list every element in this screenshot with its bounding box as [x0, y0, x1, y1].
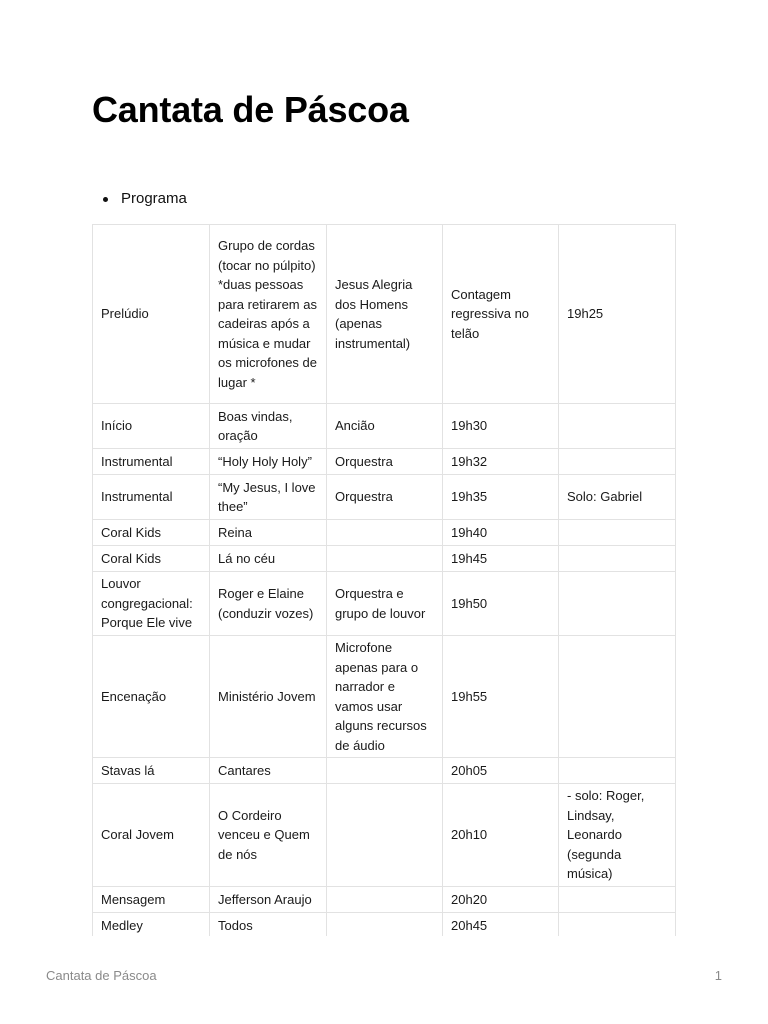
table-row — [93, 636, 676, 758]
table-cell-section: Coral Kids — [93, 520, 210, 546]
table-cell-notes: Solo: Gabriel — [559, 475, 676, 520]
table-cell-description: Reina — [210, 520, 327, 546]
table-cell-notes — [559, 520, 676, 546]
table-cell-time: 19h45 — [443, 546, 559, 572]
footer-document-title: Cantata de Páscoa — [46, 968, 157, 983]
table-cell-time: 20h10 — [443, 784, 559, 887]
table-cell-notes: - solo: Roger, Lindsay, Leonardo (segunda música) — [559, 784, 676, 887]
table-cell-performer — [327, 913, 443, 937]
table-cell-performer: Orquestra e grupo de louvor — [327, 572, 443, 636]
table-cell-notes — [559, 913, 676, 937]
table-cell-time: 20h20 — [443, 887, 559, 913]
table-cell-time: 19h40 — [443, 520, 559, 546]
table-row — [93, 520, 676, 546]
table-cell-section: Instrumental — [93, 449, 210, 475]
table-cell-description: Lá no céu — [210, 546, 327, 572]
table-cell-notes — [559, 404, 676, 449]
table-row — [93, 546, 676, 572]
program-table-body — [93, 225, 676, 937]
table-cell-section: Encenação — [93, 636, 210, 758]
bullet-item-programa — [92, 188, 187, 210]
table-cell-performer: Jesus Alegria dos Homens (apenas instrumental) — [327, 225, 443, 404]
table-row — [93, 784, 676, 887]
page-title: Cantata de Páscoa — [92, 89, 409, 130]
table-row — [93, 475, 676, 520]
program-table — [92, 224, 676, 936]
table-cell-notes — [559, 636, 676, 758]
table-cell-description: Jefferson Araujo — [210, 887, 327, 913]
table-cell-performer — [327, 758, 443, 784]
table-cell-description: Todos — [210, 913, 327, 937]
table-row — [93, 225, 676, 404]
table-row — [93, 404, 676, 449]
table-cell-section: Stavas lá — [93, 758, 210, 784]
table-cell-description: Grupo de cordas (tocar no púlpito) *duas pessoas para retirarem as cadeiras após a música e mudar os microfones de lugar * — [210, 225, 327, 404]
table-row — [93, 913, 676, 937]
table-row — [93, 887, 676, 913]
table-cell-description: “My Jesus, I love thee” — [210, 475, 327, 520]
table-cell-time: 20h05 — [443, 758, 559, 784]
bullet-list — [92, 188, 187, 210]
table-cell-time: 19h32 — [443, 449, 559, 475]
table-row — [93, 449, 676, 475]
table-cell-performer — [327, 784, 443, 887]
table-cell-time: 20h45 — [443, 913, 559, 937]
table-cell-section: Início — [93, 404, 210, 449]
program-table-container — [92, 224, 676, 936]
table-cell-section: Louvor congregacional: Porque Ele vive — [93, 572, 210, 636]
table-cell-performer — [327, 546, 443, 572]
table-cell-description: Roger e Elaine (conduzir vozes) — [210, 572, 327, 636]
table-cell-description: Boas vindas, oração — [210, 404, 327, 449]
table-cell-description: Ministério Jovem — [210, 636, 327, 758]
table-cell-performer: Orquestra — [327, 449, 443, 475]
table-cell-performer — [327, 520, 443, 546]
table-cell-section: Mensagem — [93, 887, 210, 913]
table-cell-notes — [559, 887, 676, 913]
table-cell-time: 19h55 — [443, 636, 559, 758]
table-cell-time: Contagem regressiva no telão — [443, 225, 559, 404]
table-cell-description: O Cordeiro venceu e Quem de nós — [210, 784, 327, 887]
table-cell-notes: 19h25 — [559, 225, 676, 404]
table-cell-performer: Microfone apenas para o narrador e vamos usar alguns recursos de áudio — [327, 636, 443, 758]
table-cell-notes — [559, 449, 676, 475]
table-cell-notes — [559, 546, 676, 572]
bullet-dot-icon — [103, 197, 108, 202]
table-cell-performer: Orquestra — [327, 475, 443, 520]
table-cell-section: Coral Kids — [93, 546, 210, 572]
table-cell-performer: Ancião — [327, 404, 443, 449]
bullet-label: Programa — [121, 190, 187, 207]
table-cell-performer — [327, 887, 443, 913]
table-cell-section: Coral Jovem — [93, 784, 210, 887]
table-row — [93, 572, 676, 636]
table-cell-section: Instrumental — [93, 475, 210, 520]
table-cell-time: 19h30 — [443, 404, 559, 449]
table-cell-section: Medley — [93, 913, 210, 937]
table-cell-notes — [559, 572, 676, 636]
table-cell-notes — [559, 758, 676, 784]
table-cell-description: Cantares — [210, 758, 327, 784]
table-row — [93, 758, 676, 784]
table-cell-description: “Holy Holy Holy” — [210, 449, 327, 475]
table-cell-time: 19h35 — [443, 475, 559, 520]
table-cell-section: Prelúdio — [93, 225, 210, 404]
table-cell-time: 19h50 — [443, 572, 559, 636]
footer-page-number: 1 — [714, 968, 722, 983]
